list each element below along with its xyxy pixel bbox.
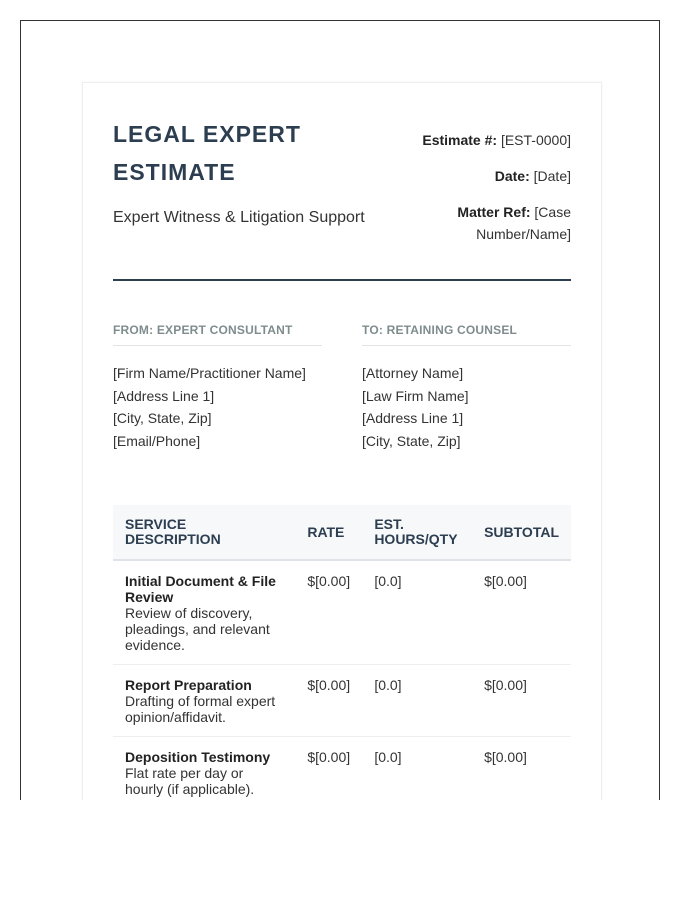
to-line: [Attorney Name] [362, 365, 464, 381]
column-header-qty: EST. HOURS/QTY [374, 516, 458, 547]
matter-ref-label: Matter Ref: [457, 204, 531, 220]
from-address [113, 362, 322, 452]
from-line: [Email/Phone] [113, 432, 201, 449]
header-divider [113, 279, 571, 281]
qty-cell: [0.0] [362, 665, 472, 737]
from-section [113, 323, 322, 452]
qty-cell: [0.0] [362, 560, 472, 665]
estimate-page [82, 82, 602, 800]
service-description-cell [113, 560, 295, 665]
document-title: LEGAL EXPERT ESTIMATE [113, 121, 301, 185]
matter-ref [371, 201, 571, 245]
from-line: [City, State, Zip] [113, 410, 212, 426]
qty-cell: [0.0] [362, 737, 472, 801]
estimate-date-value: [Date] [533, 168, 571, 184]
estimate-number-value: [EST-0000] [500, 132, 571, 148]
subtotal-cell: $[0.00] [472, 560, 571, 665]
from-line: [Address Line 1] [113, 387, 215, 404]
from-line: [Firm Name/Practitioner Name] [113, 365, 306, 381]
estimate-number [371, 129, 571, 151]
service-detail: Drafting of formal expert opinion/affidavit. [125, 693, 276, 725]
service-detail: Flat rate per day or hourly (if applicable). [125, 765, 255, 797]
service-title: Report Preparation [125, 677, 252, 693]
estimate-number-label: Estimate #: [422, 132, 498, 148]
table-row [113, 737, 571, 801]
estimate-date-label: Date: [494, 168, 530, 184]
document-frame [20, 20, 660, 800]
to-line: [Law Firm Name] [362, 387, 469, 404]
document-subtitle: Expert Witness & Litigation Support [113, 209, 365, 226]
to-line: [Address Line 1] [362, 410, 464, 426]
service-description-cell [113, 737, 295, 801]
column-header-description: SERVICE DESCRIPTION [125, 516, 221, 547]
table-header-row [113, 505, 571, 560]
rate-cell: $[0.00] [295, 665, 362, 737]
table-row [113, 560, 571, 665]
services-table [113, 505, 571, 800]
rate-cell: $[0.00] [295, 737, 362, 801]
estimate-date [371, 165, 571, 187]
to-section [362, 323, 571, 452]
rate-cell: $[0.00] [295, 560, 362, 665]
subtotal-cell: $[0.00] [472, 665, 571, 737]
matter-ref-value: [Case Number/Name] [476, 204, 571, 242]
from-heading: FROM: EXPERT CONSULTANT [113, 323, 322, 346]
service-description-cell [113, 665, 295, 737]
estimate-meta [371, 129, 571, 259]
to-line: [City, State, Zip] [362, 432, 461, 449]
service-detail: Review of discovery, pleadings, and relevant evidence. [125, 605, 270, 653]
to-heading: TO: RETAINING COUNSEL [362, 323, 571, 346]
service-title: Deposition Testimony [125, 749, 271, 765]
to-address [362, 362, 571, 452]
service-title: Initial Document & File Review [125, 573, 276, 605]
column-header-rate: RATE [307, 523, 345, 540]
subtotal-cell: $[0.00] [472, 737, 571, 801]
table-row [113, 665, 571, 737]
column-header-subtotal: SUBTOTAL [484, 523, 559, 540]
